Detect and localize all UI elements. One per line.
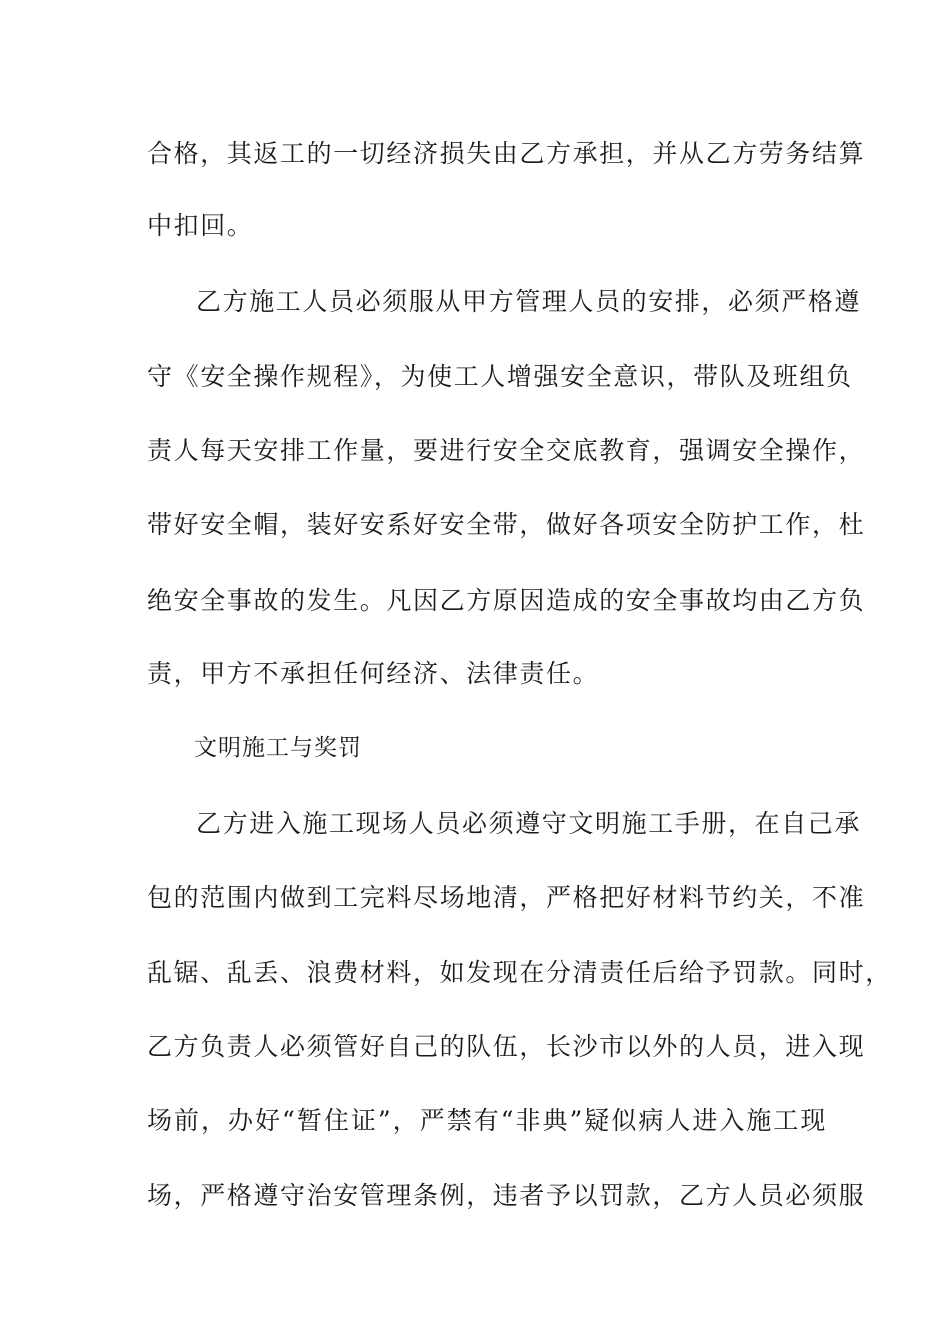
text-line: 场，严格遵守治安管理条例，违者予以罚款，乙方人员必须服: [147, 1181, 866, 1210]
text-line: 包的范围内做到工完料尽场地清，严格把好材料节约关，不准: [147, 883, 866, 912]
text-line: 带好安全帽，装好安系好安全带，做好各项安全防护工作，杜: [147, 510, 866, 539]
text-line: 责人每天安排工作量，要进行安全交底教育，强调安全操作，: [147, 436, 866, 465]
text-line: 乱锯、乱丢、浪费材料，如发现在分清责任后给予罚款。同时，: [147, 958, 892, 987]
text-line: 中扣回。: [147, 211, 254, 240]
section-heading: 文明施工与奖罚: [194, 735, 362, 761]
paragraph-first-line: 乙方进入施工现场人员必须遵守文明施工手册，在自己承: [196, 809, 862, 838]
text-line: 场前，办好“暂住证”，严禁有“非典”疑似病人进入施工现: [147, 1106, 827, 1135]
text-line: 合格，其返工的一切经济损失由乙方承担，并从乙方劳务结算: [147, 139, 866, 168]
text-line: 守《安全操作规程》，为使工人增强安全意识，带队及班组负: [147, 362, 853, 391]
paragraph-first-line: 乙方施工人员必须服从甲方管理人员的安排，必须严格遵: [196, 287, 862, 316]
text-line: 绝安全事故的发生。凡因乙方原因造成的安全事故均由乙方负: [147, 586, 866, 615]
text-line: 乙方负责人必须管好自己的队伍，长沙市以外的人员，进入现: [147, 1032, 866, 1061]
text-line: 责，甲方不承担任何经济、法律责任。: [147, 659, 600, 688]
